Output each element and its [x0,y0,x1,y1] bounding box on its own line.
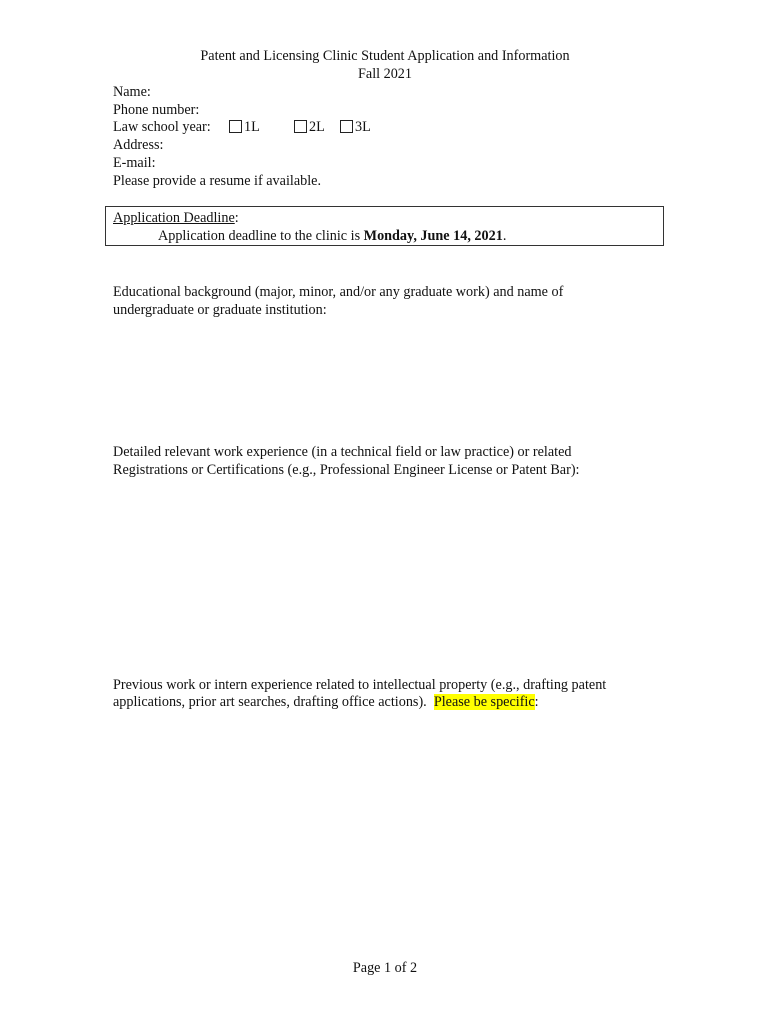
year-option-2l-label: 2L [309,119,325,135]
ip-question-line-2-colon: : [534,694,539,710]
year-option-1l-label: 1L [244,119,260,135]
phone-label: Phone number: [113,102,200,118]
year-option-3l[interactable] [340,118,371,136]
checkbox-3l[interactable] [340,120,353,133]
name-label: Name: [113,84,151,100]
law-school-year-label: Law school year: [113,119,211,135]
year-option-1l[interactable] [229,118,260,136]
deadline-date: Monday, June 14, 2021 [363,228,503,244]
deadline-box [105,206,664,246]
document-term: Fall 2021 [358,66,412,82]
checkbox-1l[interactable] [229,120,242,133]
work-question-line-2: Registrations or Certifications (e.g., Professional Engineer License or Patent Bar): [113,462,580,478]
document-title: Patent and Licensing Clinic Student Application and Information [200,48,570,64]
page-number: Page 1 of 2 [352,960,418,976]
ip-question-line-2 [113,693,539,711]
year-option-3l-label: 3L [355,119,371,135]
resume-note: Please provide a resume if available. [113,173,321,189]
deadline-title [113,209,239,227]
education-question-line-2: undergraduate or graduate institution: [113,302,327,318]
deadline-title-text: Application Deadline [113,210,235,226]
work-question-line-1: Detailed relevant work experience (in a technical field or law practice) or related [113,444,572,460]
email-label: E-mail: [113,155,156,171]
please-be-specific-highlight: Please be specific [433,694,535,710]
deadline-text-before: Application deadline to the clinic is [158,228,364,244]
ip-question-line-1: Previous work or intern experience related to intellectual property (e.g., drafting patent [113,677,607,693]
address-label: Address: [113,137,164,153]
education-question-line-1: Educational background (major, minor, and/or any graduate work) and name of [113,284,564,300]
law-school-year-row [113,118,371,136]
ip-question-line-2-text: applications, prior art searches, drafting office actions). [113,694,434,710]
deadline-title-colon: : [234,210,239,226]
checkbox-2l[interactable] [294,120,307,133]
deadline-text-after: . [502,228,507,244]
year-option-2l[interactable] [294,118,325,136]
deadline-text [158,227,506,245]
